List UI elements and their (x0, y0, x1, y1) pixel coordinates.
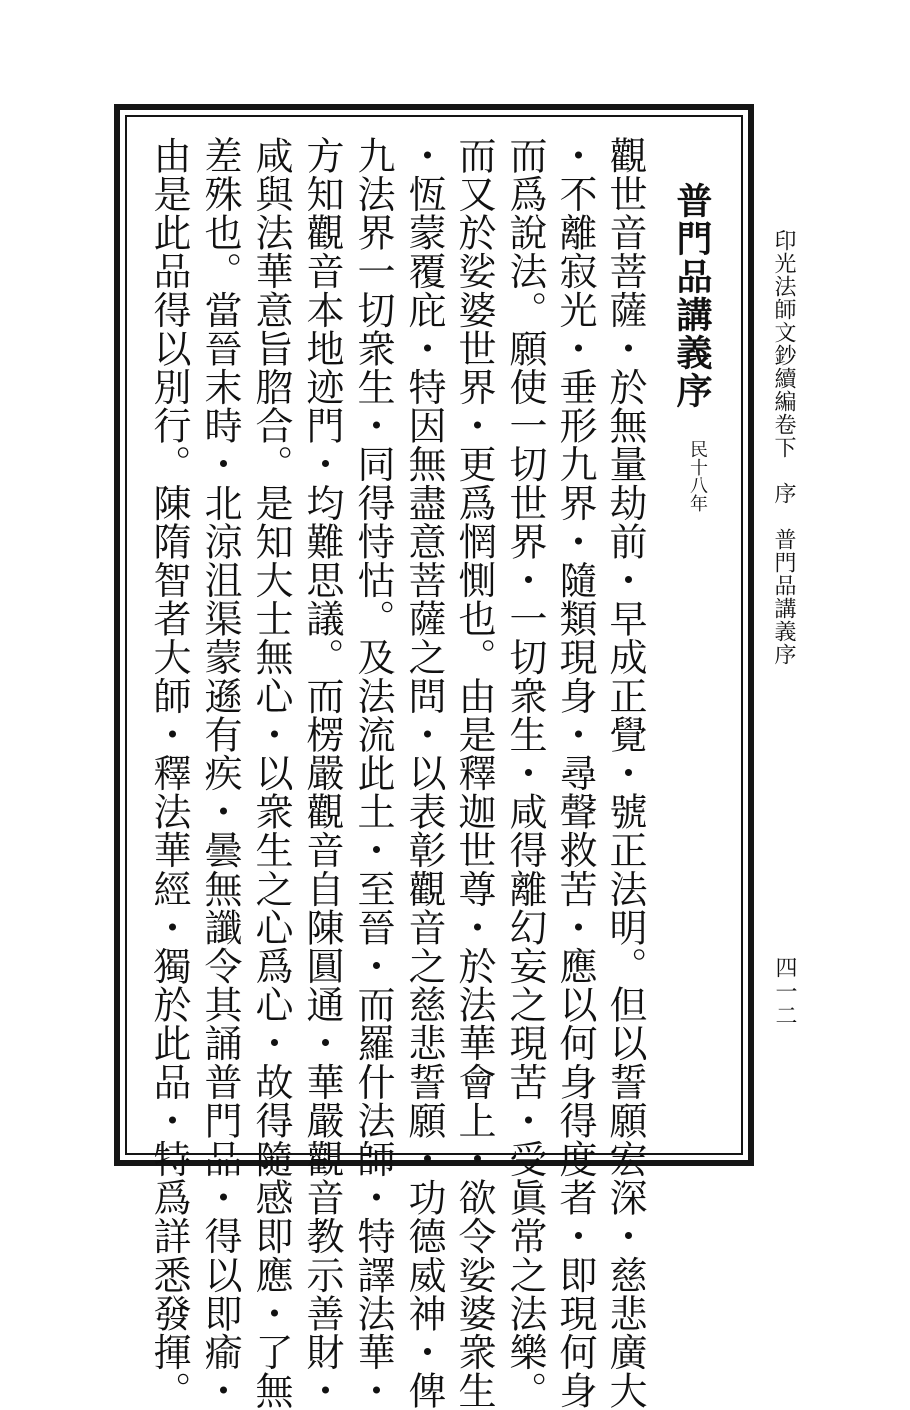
text-column-7: 方知觀音本地迹門・均難思議。而楞嚴觀音自陳圓通・華嚴觀音教示善財・ (300, 136, 344, 1410)
text-column-9: 差殊也。當晉末時・北涼沮渠蒙遜有疾・曇無讖令其誦普門品・得以即瘉・ (198, 136, 242, 1410)
article-date: 民十八年 (687, 440, 708, 512)
text-column-6: 九法界一切衆生・同得恃怙。及法流此土・至晉・而羅什法師・特譯法華・ (351, 136, 395, 1410)
text-column-10: 由是此品得以別行。陳隋智者大師・釋法華經・獨於此品・特爲詳悉發揮。 (147, 136, 191, 1410)
text-column-8: 咸與法華意旨脗合。是知大士無心・以衆生之心爲心・故得隨感即應・了無 (249, 136, 293, 1410)
text-column-1: 觀世音菩薩・於無量劫前・早成正覺・號正法明。但以誓願宏深・慈悲廣大 (603, 136, 647, 1410)
text-column-2: ・不離寂光・垂形九界・隨類現身・尋聲救苦・應以何身得度者・即現何身 (553, 136, 597, 1410)
article-title: 普門品講義序 (671, 182, 713, 410)
page-number: 四一二 (772, 956, 797, 1028)
text-column-3: 而爲說法。願使一切世界・一切衆生・咸得離幻妄之現苦・受眞常之法樂。 (503, 136, 547, 1410)
text-column-5: ・恆蒙覆庇・特因無盡意菩薩之問・以表彰觀音之慈悲誓願・功德威神・俾 (402, 136, 446, 1410)
text-column-4: 而又於娑婆世界・更爲惘惻也。由是釋迦世尊・於法華會上・欲令娑婆衆生 (452, 136, 496, 1410)
running-header: 印光法師文鈔續編卷下 序 普門品講義序 (771, 229, 796, 666)
